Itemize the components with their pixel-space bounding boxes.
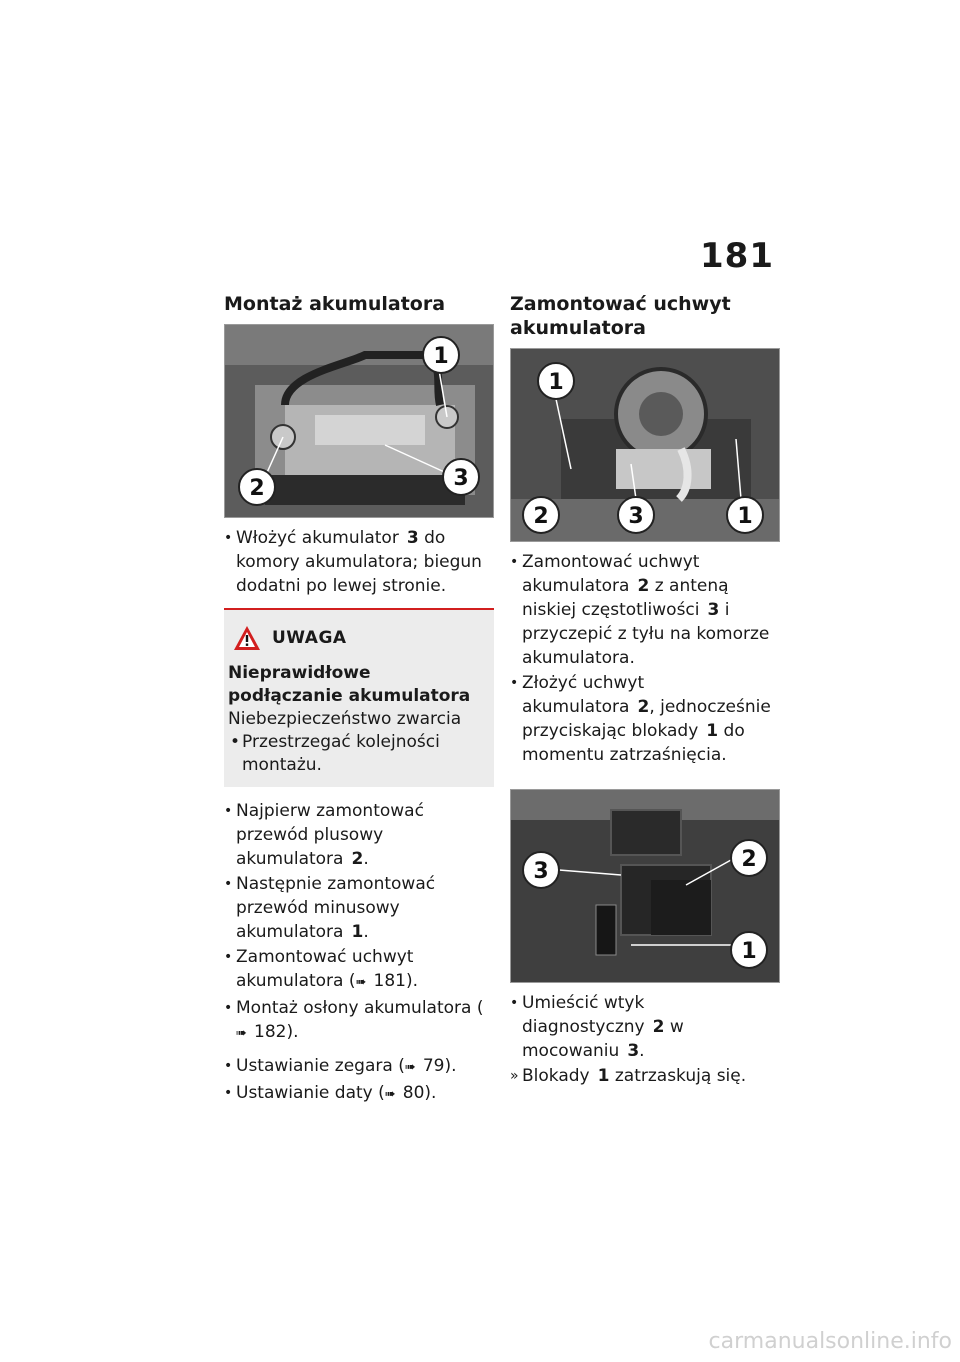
list-item: • Ustawianie daty (➠ 80). bbox=[224, 1081, 494, 1107]
warning-title: UWAGA bbox=[272, 628, 347, 648]
list-item: • Włożyć akumulator 3 do komory akumulatora; biegun dodatni po lewej stronie. bbox=[224, 528, 482, 596]
diagnostic-plug-figure bbox=[510, 789, 780, 983]
page-ref-arrow-icon: ➠ bbox=[404, 1060, 416, 1075]
callout-ref: 3 bbox=[707, 600, 720, 620]
callout-1b-marker bbox=[727, 497, 763, 533]
callout-1-marker bbox=[538, 363, 574, 399]
battery-install-steps-b bbox=[224, 799, 494, 1046]
battery-install-figure bbox=[224, 324, 494, 518]
svg-text:3: 3 bbox=[628, 504, 644, 529]
callout-ref: 2 bbox=[637, 576, 650, 596]
callout-1-marker bbox=[423, 337, 459, 373]
right-column bbox=[510, 292, 782, 1089]
svg-text:3: 3 bbox=[453, 466, 469, 491]
callout-3-marker bbox=[523, 852, 559, 888]
svg-text:2: 2 bbox=[741, 847, 757, 872]
callout-ref: 3 bbox=[406, 528, 419, 548]
callout-2-marker bbox=[731, 840, 767, 876]
callout-ref: 3 bbox=[627, 1041, 640, 1061]
callout-2-marker bbox=[523, 497, 559, 533]
battery-holder-figure bbox=[510, 348, 780, 542]
page-number: 181 bbox=[700, 236, 774, 276]
warning-box bbox=[224, 608, 494, 787]
svg-text:1: 1 bbox=[741, 939, 757, 964]
svg-text:1: 1 bbox=[737, 504, 753, 529]
page-ref-arrow-icon: ➠ bbox=[236, 1026, 247, 1041]
list-item: • Zamontować uchwyt akumulatora (➠ 181). bbox=[224, 945, 494, 995]
result-item: » Blokady 1 zatrzaskują się. bbox=[510, 1066, 747, 1086]
page-ref-arrow-icon: ➠ bbox=[384, 1087, 396, 1102]
callout-2-marker bbox=[239, 469, 275, 505]
page-ref-arrow-icon: ➠ bbox=[355, 975, 367, 990]
list-item: • Najpierw zamontować przewód plusowy akumulatora 2. bbox=[224, 801, 424, 869]
callout-3-marker bbox=[443, 459, 479, 495]
callout-ref: 2 bbox=[652, 1017, 665, 1037]
page-ref-link[interactable]: 182 bbox=[254, 1022, 287, 1042]
list-item: • Montaż osłony akumulatora (➠ 182). bbox=[224, 996, 494, 1046]
callout-ref: 1 bbox=[706, 721, 719, 741]
watermark: carmanualsonline.info bbox=[708, 1329, 952, 1354]
svg-text:2: 2 bbox=[249, 476, 265, 501]
battery-holder-photo bbox=[511, 349, 779, 541]
battery-install-steps-c bbox=[224, 1054, 494, 1107]
page-ref-link[interactable]: 181 bbox=[373, 971, 406, 991]
list-item: • Zamontować uchwyt akumulatora 2 z anteną niskiej częstotliwości 3 i przyczepić z tyłu na komorze akumulatora. bbox=[510, 552, 770, 668]
list-item: • Ustawianie zegara (➠ 79). bbox=[224, 1054, 494, 1080]
left-column bbox=[224, 292, 494, 1108]
warning-text: Niebezpieczeństwo zwarcia bbox=[228, 709, 462, 729]
warning-triangle-icon bbox=[232, 624, 262, 652]
section-title-battery-holder: Zamontować uchwyt akumulatora bbox=[510, 293, 731, 339]
list-item: • Złożyć uchwyt akumulatora 2, jednocześnie przyciskając blokady 1 do momentu zatrzaśnięcia. bbox=[510, 673, 771, 765]
svg-text:3: 3 bbox=[533, 859, 549, 884]
page-ref-link[interactable]: 79 bbox=[422, 1056, 445, 1076]
list-item: • Następnie zamontować przewód minusowy akumulatora 1. bbox=[224, 874, 436, 942]
callout-ref: 2 bbox=[637, 697, 650, 717]
warning-bullet: • Przestrzegać kolejności montażu. bbox=[230, 732, 440, 775]
list-item: • Umieścić wtyk diagnostyczny 2 w mocowaniu 3. bbox=[510, 993, 684, 1061]
callout-3-marker bbox=[618, 497, 654, 533]
diagnostic-plug-steps bbox=[510, 991, 782, 1088]
warning-subtitle: Nieprawidłowe podłączanie akumulatora bbox=[228, 663, 471, 706]
svg-text:1: 1 bbox=[433, 344, 449, 369]
battery-install-photo bbox=[225, 325, 493, 517]
callout-1-marker bbox=[731, 932, 767, 968]
callout-ref: 1 bbox=[597, 1066, 610, 1086]
svg-text:2: 2 bbox=[533, 504, 549, 529]
battery-install-steps-a bbox=[224, 526, 494, 598]
callout-ref: 2 bbox=[351, 849, 364, 869]
page-ref-link[interactable]: 80 bbox=[402, 1083, 425, 1103]
svg-text:1: 1 bbox=[548, 370, 564, 395]
section-title-battery-install: Montaż akumulatora bbox=[224, 293, 446, 315]
diagnostic-plug-photo bbox=[511, 790, 779, 982]
callout-ref: 1 bbox=[351, 922, 364, 942]
battery-holder-steps bbox=[510, 550, 782, 767]
